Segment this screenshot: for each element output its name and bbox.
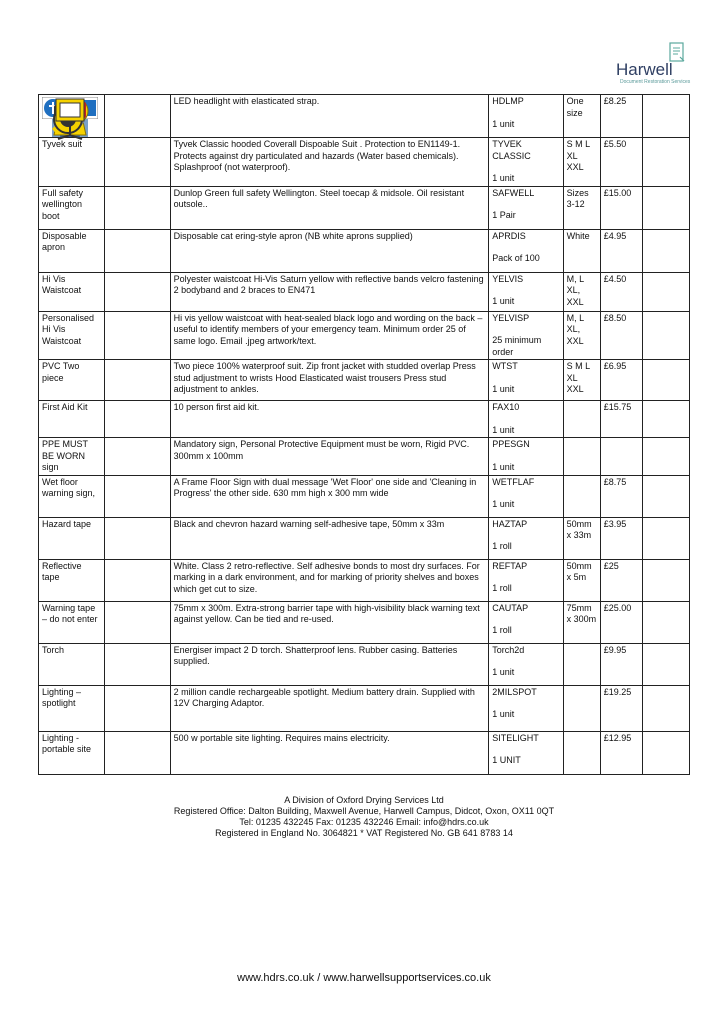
product-unit: 1 unit: [492, 296, 515, 306]
product-size: 50mm x 33m: [563, 517, 600, 559]
product-extra: [643, 731, 690, 774]
table-row: [39, 601, 690, 643]
table-row: [39, 475, 690, 517]
product-price: £12.95: [600, 731, 642, 774]
product-price: £9.95: [600, 643, 642, 685]
product-name: Hazard tape: [39, 517, 105, 559]
product-unit: 1 roll: [492, 541, 512, 551]
product-extra: [643, 272, 690, 311]
product-unit: 1 UNIT: [492, 755, 521, 765]
product-description: Two piece 100% waterproof suit. Zip front jacket with studded overlap Press stud adjustment to wrists Hood Elasticated waist trousers Press stud adjustment to ankles.: [170, 360, 489, 401]
product-code-cell: [489, 360, 563, 401]
product-extra: [643, 401, 690, 438]
product-price: £25.00: [600, 601, 642, 643]
table-row: [39, 229, 690, 272]
product-description: Black and chevron hazard warning self-adhesive tape, 50mm x 33m: [170, 517, 489, 559]
product-name: Wet floor warning sign,: [39, 475, 105, 517]
product-extra: [643, 601, 690, 643]
footer-division: A Division of Oxford Drying Services Ltd: [284, 795, 444, 805]
product-image-cell: [104, 186, 170, 229]
product-price: £15.75: [600, 401, 642, 438]
product-price: £8.25: [600, 95, 642, 138]
product-name: Personalised Hi Vis Waistcoat: [39, 311, 105, 360]
footer-contact: Tel: 01235 432245 Fax: 01235 432246 Email: info@hdrs.co.uk: [239, 817, 489, 827]
product-code: APRDIS: [492, 230, 526, 241]
product-image-cell: [104, 559, 170, 601]
product-extra: [643, 438, 690, 476]
logo-tagline: Document Restoration Services: [620, 79, 691, 85]
product-unit: 1 roll: [492, 583, 512, 593]
product-name: Hi Vis Waistcoat: [39, 272, 105, 311]
product-image-cell: [104, 311, 170, 360]
table-row: [39, 731, 690, 774]
product-description: A Frame Floor Sign with dual message 'Wet Floor' one side and 'Cleaning in Progress' the other side. 630 mm high x 300 mm wide: [170, 475, 489, 517]
product-code: HDLMP: [492, 96, 524, 106]
product-image-cell: [104, 438, 170, 476]
product-unit: 1 roll: [492, 625, 512, 635]
product-price: £19.25: [600, 685, 642, 731]
product-extra: [643, 95, 690, 138]
product-description: Mandatory sign, Personal Protective Equipment must be worn, Rigid PVC. 300mm x 100mm: [170, 438, 489, 476]
product-code-cell: [489, 731, 563, 774]
product-image-cell: [104, 138, 170, 187]
product-price: £4.50: [600, 272, 642, 311]
table-row: [39, 685, 690, 731]
product-image-cell: [104, 401, 170, 438]
product-size: S M L XL XXL: [563, 138, 600, 187]
product-code: SAFWELL: [492, 187, 535, 198]
product-description: Energiser impact 2 D torch. Shatterproof lens. Rubber casing. Batteries supplied.: [170, 643, 489, 685]
product-code: FAX10: [492, 402, 520, 412]
table-row: [39, 272, 690, 311]
product-code: TYVEK CLASSIC: [492, 139, 531, 161]
product-description: 75mm x 300m. Extra-strong barrier tape with high-visibility black warning text against yellow. Can be tied and re-used.: [170, 601, 489, 643]
product-size: [563, 401, 600, 438]
product-code-cell: [489, 95, 563, 138]
product-code: WTST: [492, 361, 518, 371]
product-code-cell: [489, 685, 563, 731]
product-size: M, L XL, XXL: [563, 272, 600, 311]
product-code: WETFLAF: [492, 476, 535, 487]
product-description: Hi vis yellow waistcoat with heat-sealed black logo and wording on the back – useful to identify members of your emergency team. Minimum order 25 of same logo. Email .jpeg artwork/text.: [170, 311, 489, 360]
product-unit: 1 unit: [492, 424, 515, 435]
product-size: [563, 731, 600, 774]
product-code: YELVISP: [492, 312, 530, 323]
table-row: [39, 95, 690, 138]
product-extra: [643, 138, 690, 187]
product-unit: 1 Pair: [492, 210, 516, 220]
product-unit: 25 minimum order: [492, 335, 542, 357]
product-name: PPE MUST BE WORN sign: [39, 438, 105, 476]
product-code: CAUTAP: [492, 602, 529, 613]
product-size: [563, 685, 600, 731]
table-row: [39, 517, 690, 559]
product-extra: [643, 360, 690, 401]
product-price: £15.00: [600, 186, 642, 229]
product-name: Lighting – spotlight: [39, 685, 105, 731]
product-price: £3.95: [600, 517, 642, 559]
product-name: Reflective tape: [39, 559, 105, 601]
product-image-cell: [104, 475, 170, 517]
product-description: Dunlop Green full safety Wellington. Steel toecap & midsole. Oil resistant outsole..: [170, 186, 489, 229]
product-price: £4.95: [600, 229, 642, 272]
product-size: M, L XL, XXL: [563, 311, 600, 360]
product-code-cell: [489, 186, 563, 229]
product-code-cell: [489, 311, 563, 360]
product-code-cell: [489, 475, 563, 517]
product-unit: 1 unit: [492, 383, 515, 394]
product-price: £25: [600, 559, 642, 601]
product-price: £8.50: [600, 311, 642, 360]
product-extra: [643, 643, 690, 685]
product-name: Tyvek suit: [39, 138, 105, 187]
product-code-cell: [489, 438, 563, 476]
product-code-cell: [489, 272, 563, 311]
table-row: [39, 401, 690, 438]
product-description: White. Class 2 retro-reflective. Self adhesive bonds to most dry surfaces. For marking in a dark environment, and for marking of priority shelves and boxes which get cut to size.: [170, 559, 489, 601]
product-description: 10 person first aid kit.: [170, 401, 489, 438]
table-row: [39, 311, 690, 360]
table-row: [39, 643, 690, 685]
product-description: 500 w portable site lighting. Requires mains electricity.: [170, 731, 489, 774]
product-image-cell: [104, 272, 170, 311]
product-name: Warning tape – do not enter: [39, 601, 105, 643]
product-code: HAZTAP: [492, 518, 528, 529]
product-code-cell: [489, 517, 563, 559]
product-table: [38, 94, 690, 775]
product-code-cell: [489, 138, 563, 187]
product-image-cell: [104, 601, 170, 643]
product-description: Tyvek Classic hooded Coverall Dispoable Suit . Protection to EN1149-1. Protects against dry particulated and hazards (Water based chemicals). Splashproof (not waterproof).: [170, 138, 489, 187]
product-unit: 1 unit: [492, 461, 515, 472]
product-name: PVC Two piece: [39, 360, 105, 401]
product-price: £5.50: [600, 138, 642, 187]
product-description: Disposable cat ering-style apron (NB white aprons supplied): [170, 229, 489, 272]
product-description: 2 million candle rechargeable spotlight. Medium battery drain. Supplied with 12V Charging Adaptor.: [170, 685, 489, 731]
product-unit: 1 unit: [492, 667, 515, 677]
table-row: [39, 138, 690, 187]
product-image-cell: [104, 95, 170, 138]
product-code-cell: [489, 601, 563, 643]
product-extra: [643, 685, 690, 731]
product-image-cell: [104, 360, 170, 401]
product-size: 75mm x 300m: [563, 601, 600, 643]
product-size: [563, 475, 600, 517]
product-image-cell: [104, 229, 170, 272]
product-price: [600, 438, 642, 476]
product-name: Disposable apron: [39, 229, 105, 272]
product-size: One size: [563, 95, 600, 138]
product-size: White: [563, 229, 600, 272]
product-price: £6.95: [600, 360, 642, 401]
product-image-cell: [104, 643, 170, 685]
product-unit: 1 unit: [492, 173, 515, 183]
table-row: [39, 438, 690, 476]
product-extra: [643, 559, 690, 601]
product-unit: 1 unit: [492, 118, 515, 129]
product-code: REFTAP: [492, 560, 528, 571]
product-code: SITELIGHT: [492, 732, 539, 743]
product-size: [563, 438, 600, 476]
footer-registration: Registered in England No. 3064821 * VAT Registered No. GB 641 8783 14: [215, 828, 513, 838]
product-description: LED headlight with elasticated strap.: [170, 95, 489, 138]
product-image-cell: [104, 685, 170, 731]
product-size: Sizes 3-12: [563, 186, 600, 229]
product-name: First Aid Kit: [39, 401, 105, 438]
product-code-cell: [489, 229, 563, 272]
product-size: 50mm x 5m: [563, 559, 600, 601]
product-unit: 1 unit: [492, 499, 515, 509]
product-name: Torch: [39, 643, 105, 685]
table-row: [39, 559, 690, 601]
product-name: Full safety wellington boot: [39, 186, 105, 229]
product-extra: [643, 517, 690, 559]
product-image-cell: [104, 731, 170, 774]
product-image-cell: [104, 517, 170, 559]
product-code: YELVIS: [492, 273, 524, 284]
logo-wordmark: Harwell: [616, 60, 673, 79]
product-extra: [643, 186, 690, 229]
product-description: Polyester waistcoat Hi-Vis Saturn yellow with reflective bands velcro fastening 2 bodyband and 2 braces to EN471: [170, 272, 489, 311]
product-unit: Pack of 100: [492, 253, 540, 263]
product-code-cell: [489, 643, 563, 685]
footer-address: Registered Office: Dalton Building, Maxwell Avenue, Harwell Campus, Didcot, Oxon, OX11 0QT: [173, 806, 555, 816]
product-size: S M L XL XXL: [563, 360, 600, 401]
product-unit: 1 unit: [492, 709, 515, 719]
product-code-cell: [489, 401, 563, 438]
product-extra: [643, 229, 690, 272]
product-code: PPESGN: [492, 439, 530, 449]
product-name: Lighting -portable site: [39, 731, 105, 774]
table-row: [39, 186, 690, 229]
product-price: £8.75: [600, 475, 642, 517]
harwell-logo: [610, 42, 690, 87]
product-size: [563, 643, 600, 685]
footer-url: www.hdrs.co.uk / www.harwellsupportservices.co.uk: [237, 972, 491, 984]
product-code-cell: [489, 559, 563, 601]
product-extra: [643, 475, 690, 517]
table-row: [39, 360, 690, 401]
product-extra: [643, 311, 690, 360]
product-code: 2MILSPOT: [492, 686, 537, 697]
product-code: Torch2d: [492, 644, 525, 655]
